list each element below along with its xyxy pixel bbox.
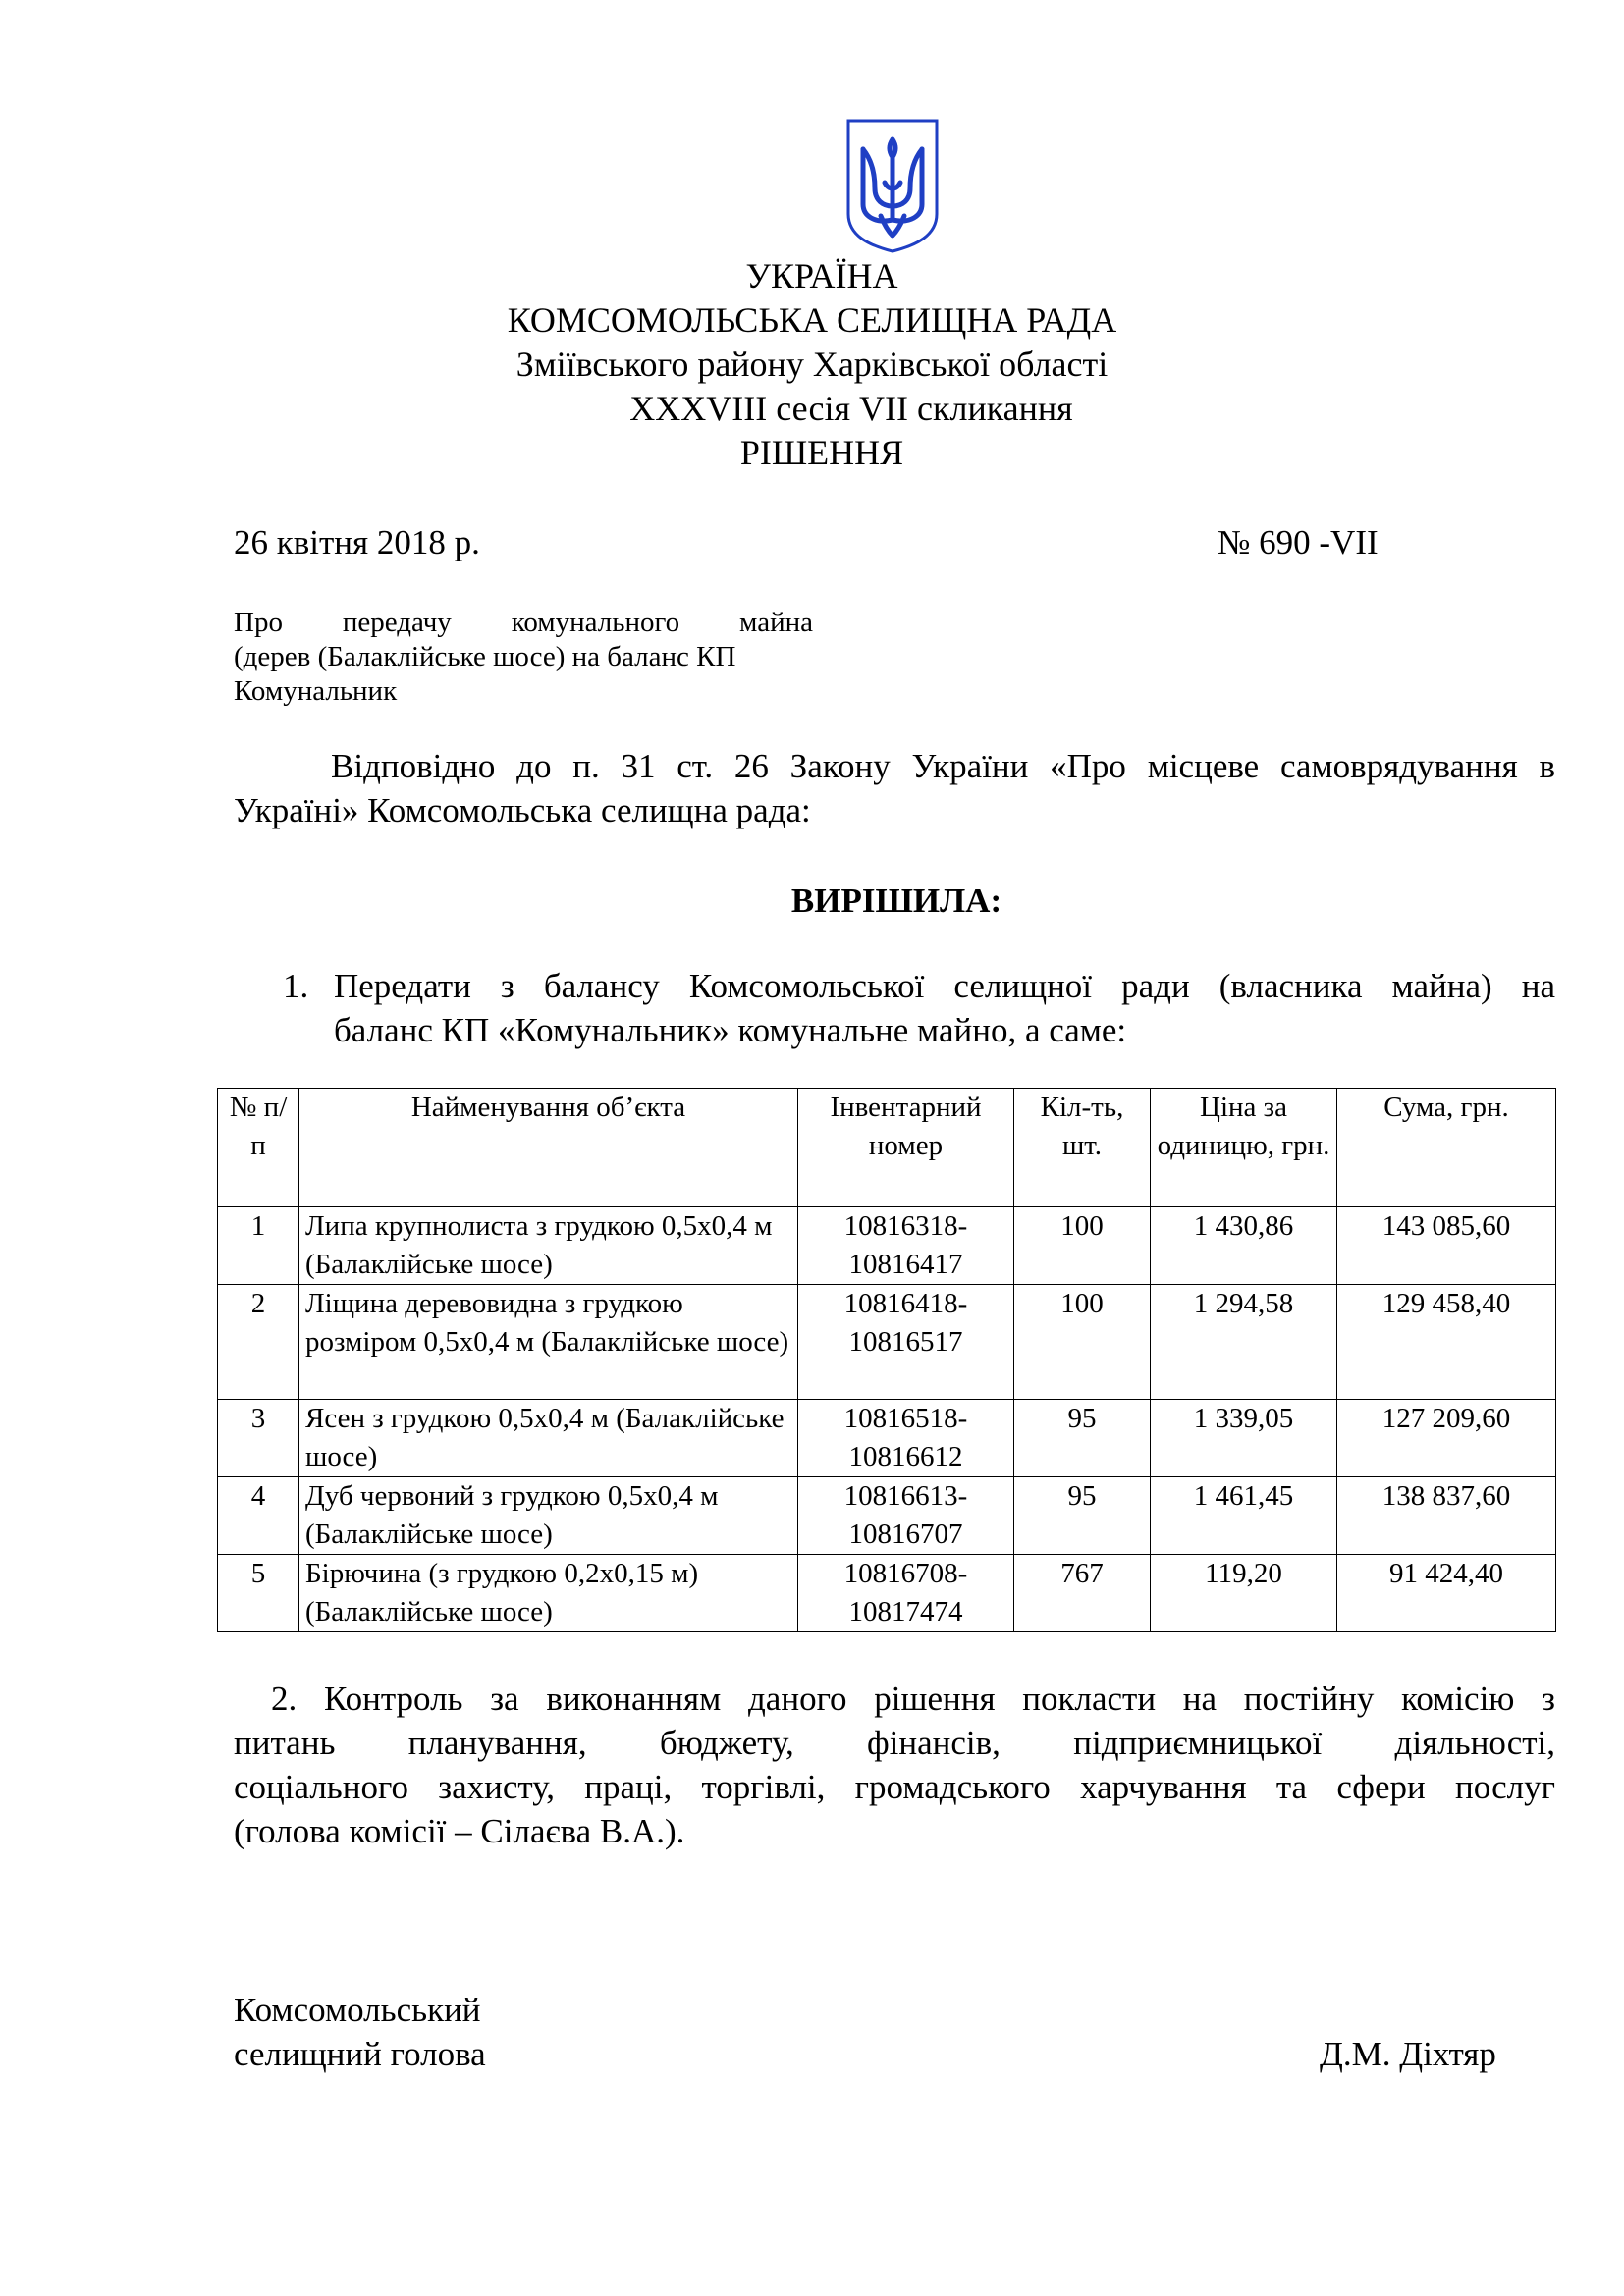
row-name: Дуб червоний з грудкою 0,5х0,4 м (Балаклійське шосе) bbox=[299, 1477, 798, 1555]
document-subject bbox=[234, 606, 813, 709]
row-name: Ясен з грудкою 0,5х0,4 м (Балаклійське шосе) bbox=[299, 1400, 798, 1477]
header-name: Найменування об’єкта bbox=[299, 1089, 798, 1207]
preamble-line-1: Відповідно до п. 31 ст. 26 Закону України «Про місцеве самоврядування в bbox=[331, 747, 1555, 785]
row-unit-price: 1 294,58 bbox=[1151, 1285, 1337, 1400]
header-quantity: Кіл-ть, шт. bbox=[1014, 1089, 1151, 1207]
item-2-line-1 bbox=[234, 1677, 1555, 1721]
session-title: XXXVIII сесія VII скликання bbox=[629, 389, 1073, 428]
row-inventory: 10816708-10817474 bbox=[798, 1555, 1014, 1632]
document-number: № 690 -VII bbox=[1218, 523, 1379, 561]
table-row bbox=[218, 1207, 1556, 1285]
item-1-line-1: Передати з балансу Комсомольської селищної ради (власника майна) на bbox=[334, 967, 1555, 1005]
row-num: 2 bbox=[218, 1285, 299, 1400]
row-inventory: 10816418-10816517 bbox=[798, 1285, 1014, 1400]
row-sum: 129 458,40 bbox=[1337, 1285, 1556, 1400]
row-quantity: 100 bbox=[1014, 1285, 1151, 1400]
signatory-title-1: Комсомольський bbox=[234, 1991, 481, 2029]
region-title: Зміївського району Харківської області bbox=[515, 345, 1109, 384]
header-inventory: Інвентарний номер bbox=[798, 1089, 1014, 1207]
row-inventory: 10816518-10816612 bbox=[798, 1400, 1014, 1477]
item-2-text bbox=[234, 1677, 1555, 1853]
row-name: Липа крупнолиста з грудкою 0,5х0,4 м (Балаклійське шосе) bbox=[299, 1207, 798, 1285]
row-num: 5 bbox=[218, 1555, 299, 1632]
preamble-line-2: Україні» Комсомольська селищна рада: bbox=[234, 791, 811, 829]
row-unit-price: 1 430,86 bbox=[1151, 1207, 1337, 1285]
council-title: КОМСОМОЛЬСЬКА СЕЛИЩНА РАДА bbox=[507, 300, 1117, 340]
row-unit-price: 1 339,05 bbox=[1151, 1400, 1337, 1477]
row-inventory: 10816613-10816707 bbox=[798, 1477, 1014, 1555]
row-quantity: 100 bbox=[1014, 1207, 1151, 1285]
row-num: 4 bbox=[218, 1477, 299, 1555]
row-quantity: 767 bbox=[1014, 1555, 1151, 1632]
row-inventory: 10816318-10816417 bbox=[798, 1207, 1014, 1285]
subject-line-3: Комунальник bbox=[234, 675, 398, 707]
item-1-line-2: баланс КП «Комунальник» комунальне майно, а саме: bbox=[334, 1011, 1127, 1049]
item-2-line-4: (голова комісії – Сілаєва В.А.). bbox=[234, 1812, 685, 1850]
row-num: 1 bbox=[218, 1207, 299, 1285]
signatory-name: Д.М. Діхтяр bbox=[1320, 2035, 1496, 2073]
row-sum: 91 424,40 bbox=[1337, 1555, 1556, 1632]
decided-heading: ВИРІШИЛА: bbox=[790, 881, 1002, 920]
row-sum: 127 209,60 bbox=[1337, 1400, 1556, 1477]
row-unit-price: 119,20 bbox=[1151, 1555, 1337, 1632]
item-1-number: 1. bbox=[283, 967, 309, 1005]
table-row bbox=[218, 1477, 1556, 1555]
item-2-line-1-text: Контроль за виконанням даного рішення покласти на постійну комісію з bbox=[323, 1680, 1556, 1718]
row-sum: 143 085,60 bbox=[1337, 1207, 1556, 1285]
row-sum: 138 837,60 bbox=[1337, 1477, 1556, 1555]
coat-of-arms-icon bbox=[845, 118, 940, 253]
row-quantity: 95 bbox=[1014, 1400, 1151, 1477]
document-date: 26 квітня 2018 р. bbox=[234, 523, 480, 561]
row-quantity: 95 bbox=[1014, 1477, 1151, 1555]
item-1-text bbox=[334, 964, 1555, 1052]
row-name: Ліщина деревовидна з грудкою розміром 0,5х0,4 м (Балаклійське шосе) bbox=[299, 1285, 798, 1400]
table-row bbox=[218, 1400, 1556, 1477]
item-2-line-3: соціального захисту, праці, торгівлі, громадського харчування та сфери послуг bbox=[234, 1768, 1555, 1806]
country-title: УКРАЇНА bbox=[745, 256, 898, 295]
table-row bbox=[218, 1285, 1556, 1400]
row-name: Бірючина (з грудкою 0,2х0,15 м) (Балаклійське шосе) bbox=[299, 1555, 798, 1632]
subject-line-1: Про передачу комунального майна bbox=[234, 607, 813, 638]
assets-table bbox=[217, 1088, 1556, 1632]
subject-line-2: (дерев (Балаклійське шосе) на баланс КП bbox=[234, 641, 736, 672]
item-2-number: 2. bbox=[271, 1680, 298, 1718]
row-unit-price: 1 461,45 bbox=[1151, 1477, 1337, 1555]
signatory-title-2: селищний голова bbox=[234, 2035, 486, 2073]
table-header-row bbox=[218, 1089, 1556, 1207]
document-type: РІШЕННЯ bbox=[739, 433, 904, 472]
item-2-line-2: питань планування, бюджету, фінансів, підприємницької діяльності, bbox=[234, 1724, 1555, 1762]
row-num: 3 bbox=[218, 1400, 299, 1477]
header-sum: Сума, грн. bbox=[1337, 1089, 1556, 1207]
header-num: № п/п bbox=[218, 1089, 299, 1207]
preamble bbox=[234, 744, 1555, 832]
document-header bbox=[0, 254, 1624, 475]
header-unit-price: Ціна за одиницю, грн. bbox=[1151, 1089, 1337, 1207]
table-row bbox=[218, 1555, 1556, 1632]
